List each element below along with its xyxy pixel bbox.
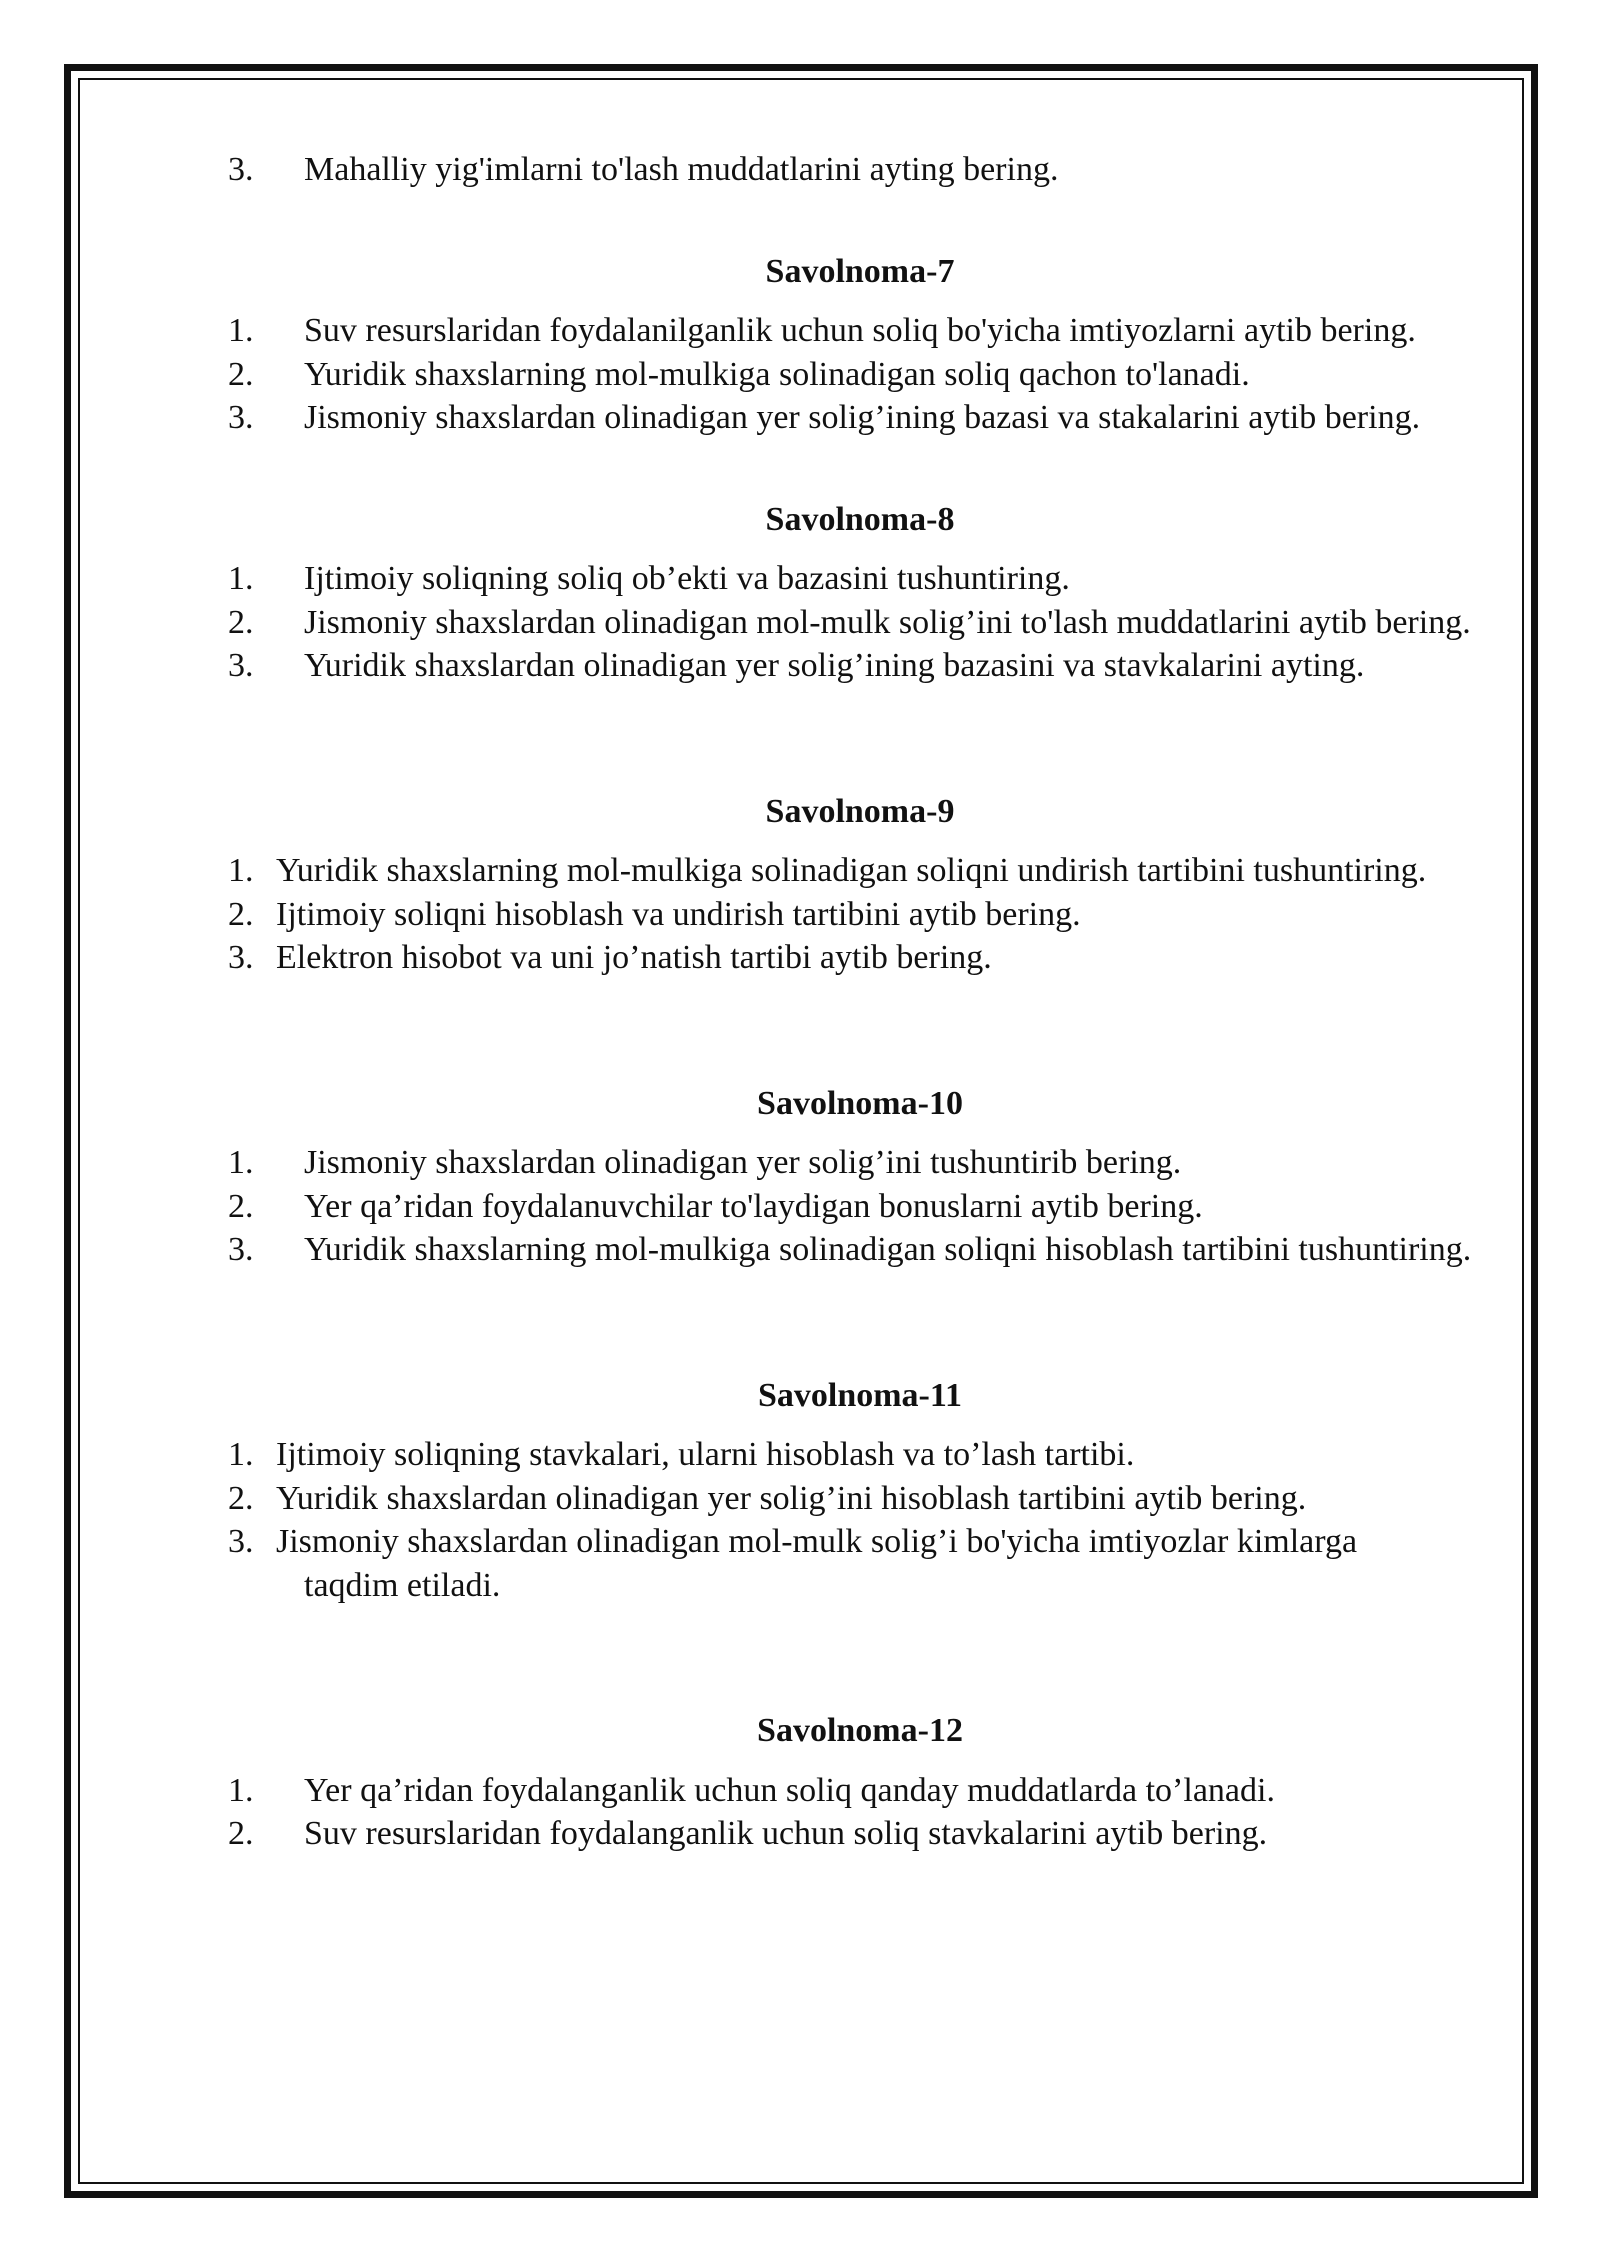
list-item: [228, 1141, 1492, 1185]
item-number: 1.: [228, 1144, 254, 1181]
item-text: Mahalliy yig'imlarni to'lash muddatlarini ayting bering.: [304, 151, 1059, 188]
item-text: Yer qa’ridan foydalanuvchilar to'laydigan bonuslarni aytib bering.: [304, 1187, 1203, 1225]
item-number: 1.: [228, 1771, 254, 1809]
question-list: [228, 309, 1492, 440]
item-text: Jismoniy shaxslardan olinadigan mol-mulk solig’i bo'yicha imtiyozlar kimlarga: [276, 1523, 1358, 1560]
item-number: 2.: [228, 355, 254, 393]
item-text: Ijtimoiy soliqning stavkalari, ularni hisoblash va to’lash tartibi.: [276, 1436, 1135, 1473]
item-number: 2.: [228, 1187, 254, 1225]
item-text: Yuridik shaxslarning mol-mulkiga solinadigan soliq qachon to'lanadi.: [304, 355, 1250, 393]
item-number: 1.: [228, 560, 254, 597]
list-item: [228, 849, 1492, 893]
section-title: Savolnoma-10: [757, 1084, 963, 1122]
list-item: [228, 644, 1492, 688]
item-text: Yuridik shaxslardan olinadigan yer solig’ini hisoblash tartibini aytib bering.: [276, 1479, 1307, 1517]
item-number: 3.: [228, 1523, 254, 1560]
item-text: Suv resurslaridan foydalanganlik uchun soliq stavkalarini aytib bering.: [304, 1815, 1268, 1852]
question-list: [228, 1769, 1492, 1856]
item-text: Ijtimoiy soliqni hisoblash va undirish tartibini aytib bering.: [276, 895, 1081, 933]
item-number: 3.: [228, 151, 254, 188]
item-number: 3.: [228, 939, 254, 976]
list-item: [228, 1769, 1492, 1813]
question-list: [228, 1433, 1492, 1607]
item-text: Yuridik shaxslarning mol-mulkiga solinadigan soliqni hisoblash tartibini tushuntiring.: [304, 1231, 1472, 1268]
section-title: Savolnoma-11: [757, 1376, 963, 1414]
item-number: 1.: [228, 1436, 254, 1473]
item-number: 3.: [228, 1231, 254, 1268]
item-text: Jismoniy shaxslardan olinadigan yer solig’ini tushuntirib bering.: [304, 1144, 1182, 1181]
item-text: Jismoniy shaxslardan olinadigan mol-mulk solig’ini to'lash muddatlarini aytib bering.: [304, 603, 1471, 641]
document-body: [228, 148, 1492, 1856]
section-title: Savolnoma-7: [765, 252, 955, 290]
question-list: [228, 1141, 1492, 1272]
section-title: Savolnoma-8: [765, 500, 955, 538]
item-number: 2.: [228, 1815, 254, 1852]
carryover-list: [228, 148, 1492, 192]
item-number: 3.: [228, 647, 254, 684]
item-number: 2.: [228, 1479, 254, 1517]
item-number: 2.: [228, 895, 254, 933]
list-item: [228, 557, 1492, 601]
item-text: Elektron hisobot va uni jo’natish tartibi aytib bering.: [276, 939, 992, 976]
list-item: [228, 396, 1492, 440]
question-list: [228, 557, 1492, 688]
item-text: Suv resurslaridan foydalanilganlik uchun soliq bo'yicha imtiyozlarni aytib bering.: [304, 312, 1416, 349]
list-item: [228, 893, 1492, 937]
list-item: [228, 148, 1492, 192]
item-text: Yer qa’ridan foydalanganlik uchun soliq qanday muddatlarda to’lanadi.: [304, 1771, 1275, 1809]
list-item: [228, 936, 1492, 980]
list-item: [228, 1433, 1492, 1477]
list-item: [228, 1185, 1492, 1229]
item-number: 1.: [228, 312, 254, 349]
item-text: Jismoniy shaxslardan olinadigan yer solig’ining bazasi va stakalarini aytib bering.: [304, 399, 1421, 436]
item-number: 3.: [228, 399, 254, 436]
section-title: Savolnoma-9: [765, 792, 955, 830]
question-list: [228, 849, 1492, 980]
item-text-continuation: taqdim etiladi.: [304, 1566, 501, 1604]
list-item: [228, 353, 1492, 397]
list-item: [228, 1520, 1492, 1607]
list-item: [228, 1477, 1492, 1521]
item-text: Yuridik shaxslarning mol-mulkiga solinadigan soliqni undirish tartibini tushuntiring.: [276, 852, 1427, 889]
list-item: [228, 1228, 1492, 1272]
item-text: Yuridik shaxslardan olinadigan yer solig’ining bazasini va stavkalarini ayting.: [304, 647, 1365, 684]
list-item: [228, 1812, 1492, 1856]
item-number: 2.: [228, 603, 254, 641]
list-item: [228, 601, 1492, 645]
item-number: 1.: [228, 852, 254, 889]
item-text: Ijtimoiy soliqning soliq ob’ekti va bazasini tushuntiring.: [304, 560, 1070, 597]
section-title: Savolnoma-12: [757, 1712, 963, 1749]
list-item: [228, 309, 1492, 353]
